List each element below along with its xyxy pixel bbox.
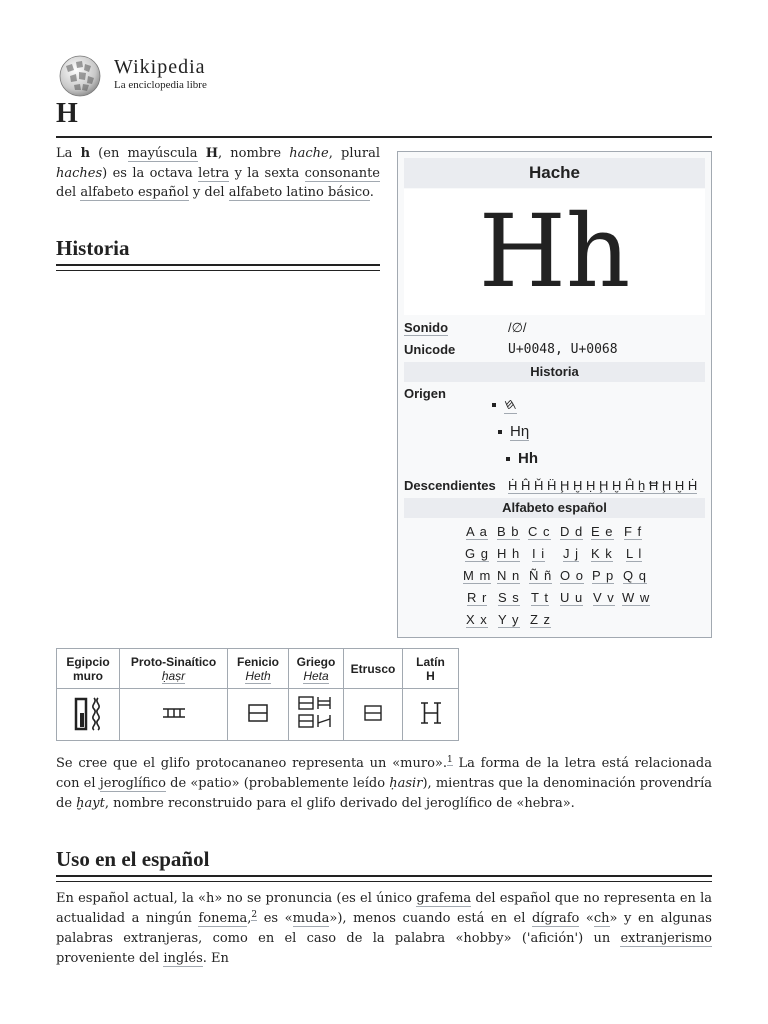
letter-link[interactable]: N n xyxy=(497,568,521,583)
wikipedia-globe-icon xyxy=(56,54,104,98)
paragraph-text: »), menos cuando está en el xyxy=(329,911,532,926)
letter-link[interactable]: R r xyxy=(467,590,488,605)
wordmark: Wikipedia xyxy=(114,56,206,78)
link-grafema[interactable]: grafema xyxy=(416,891,472,906)
intro-paragraph xyxy=(56,144,380,203)
letter-link[interactable]: W w xyxy=(622,590,651,605)
tagline: La enciclopedia libre xyxy=(114,79,207,91)
sonido-label[interactable] xyxy=(404,320,448,335)
etruscan-glyph-icon[interactable] xyxy=(362,703,384,723)
paragraph-text: « xyxy=(579,911,594,926)
sonido-label-text[interactable]: Sonido xyxy=(404,320,449,335)
letter-link[interactable]: Y y xyxy=(498,612,520,627)
alfabeto-header: Alfabeto español xyxy=(404,498,705,518)
link-ingles[interactable]: inglés xyxy=(163,951,203,966)
column-header-name: Egipcio xyxy=(66,654,110,669)
origen-item-text: Hh xyxy=(518,450,538,467)
table-row xyxy=(57,689,459,741)
paragraph-text: del español que no representa en la actualidad a ningún xyxy=(56,891,713,926)
glyph-cell xyxy=(289,689,344,741)
paragraph-text: proveniente del xyxy=(56,951,164,966)
intro-text: . xyxy=(369,185,374,200)
paragraph-italic: ḫayt xyxy=(76,796,105,811)
link-ch[interactable]: ch xyxy=(593,911,610,926)
glyph-cell xyxy=(344,689,403,741)
intro-text: y del xyxy=(188,185,229,200)
link-alfabeto-latino[interactable]: alfabeto latino básico xyxy=(228,185,370,200)
evolution-table xyxy=(56,648,459,741)
column-header xyxy=(228,649,289,689)
section-heading-historia: Historia xyxy=(56,236,130,260)
link-alfabeto-espanol[interactable]: alfabeto español xyxy=(80,185,189,200)
letter-link[interactable]: P p xyxy=(592,568,615,583)
latin-h-glyph-icon[interactable] xyxy=(418,700,444,726)
origen-label: Origen xyxy=(404,386,446,401)
descendientes-value[interactable] xyxy=(508,478,697,493)
column-header-name: Fenicio xyxy=(236,654,279,669)
paragraph-text: » y en algunas palabras extranjeras, como en el caso de la palabra «hobby» ('afición') un xyxy=(56,911,712,946)
letter-link[interactable]: Ñ ñ xyxy=(529,568,553,583)
link-mayuscula[interactable]: mayúscula xyxy=(127,146,198,161)
origen-item[interactable] xyxy=(498,423,529,440)
column-header xyxy=(120,649,228,689)
infobox-title: Hache xyxy=(404,158,705,188)
letter-link[interactable]: J j xyxy=(563,546,579,561)
table-header-row xyxy=(57,649,459,689)
paragraph-text: , nombre reconstruido para el glifo derivado del jeroglífico de «hebra». xyxy=(104,796,575,811)
column-header-sub[interactable]: ḥaṣr xyxy=(161,668,186,683)
column-header-sub[interactable]: Heta xyxy=(303,668,329,683)
paragraph-text: La forma de la letra está relacionada con el xyxy=(56,756,712,791)
link-digrafo[interactable]: dígrafo xyxy=(531,911,580,926)
paragraph-italic: ḥasir xyxy=(389,776,423,791)
column-header-sub[interactable]: Heth xyxy=(245,668,271,683)
descendientes-links[interactable]: Ḣ Ĥ Ȟ Ḧ Ḩ Ḫ Ḥ Ḩ Ḫ Ĥ ẖ Ħ Ḩ Ḫ Ḣ xyxy=(508,478,698,493)
section-divider xyxy=(56,875,712,877)
origen-item[interactable] xyxy=(492,396,517,413)
glyph-cell xyxy=(120,689,228,741)
unicode-label: Unicode xyxy=(404,342,456,357)
unicode-value: U+0048, U+0068 xyxy=(508,342,618,357)
column-header-name: Griego xyxy=(296,654,336,669)
letter-link[interactable]: H h xyxy=(497,546,521,561)
letter-link[interactable]: D d xyxy=(560,524,584,539)
origen-item-text[interactable]: 𐤇 xyxy=(504,396,517,413)
letter-link[interactable]: O o xyxy=(560,568,584,583)
paragraph-text: es « xyxy=(257,911,293,926)
column-header-sub: muro xyxy=(73,668,103,683)
intro-text: , nombre xyxy=(218,146,290,161)
intro-text: La xyxy=(56,146,81,161)
link-fonema[interactable]: fonema xyxy=(198,911,248,926)
phoenician-heth-glyph-icon[interactable] xyxy=(245,702,271,724)
greek-heta-glyph-icon[interactable] xyxy=(296,693,336,733)
letter-link[interactable]: E e xyxy=(591,524,614,539)
column-header xyxy=(403,649,459,689)
letter-link[interactable]: Z z xyxy=(530,612,552,627)
intro-italic: haches xyxy=(56,165,103,181)
column-header-name: Etrusco xyxy=(350,661,396,676)
glyph-cell xyxy=(57,689,120,741)
intro-text: (en xyxy=(90,146,128,161)
letter-link[interactable]: Q q xyxy=(623,568,647,583)
section-divider xyxy=(56,270,380,271)
letter-link[interactable]: T t xyxy=(531,590,549,605)
column-header-sub: H xyxy=(426,668,435,683)
reference-link[interactable]: 2 xyxy=(251,909,258,920)
proto-sinaitic-glyph-icon[interactable] xyxy=(159,703,189,723)
letter-link[interactable]: U u xyxy=(560,590,584,605)
glyph-cell xyxy=(228,689,289,741)
intro-italic: hache xyxy=(289,146,329,161)
sonido-value: /∅/ xyxy=(508,320,527,335)
letter-link[interactable]: A a xyxy=(466,524,488,539)
section-heading-uso: Uso en el español xyxy=(56,847,210,871)
column-header xyxy=(57,649,120,689)
paragraph-text: En español actual, la «h» no se pronuncia (es el único xyxy=(56,891,417,906)
egyptian-wall-glyph-icon[interactable] xyxy=(68,693,108,733)
link-consonante[interactable]: consonante xyxy=(304,165,380,181)
section-divider xyxy=(56,264,380,266)
paragraph-text: Se cree que el glifo protocananeo representa un «muro». xyxy=(56,756,447,771)
origen-item xyxy=(506,450,538,467)
paragraph-text: . En xyxy=(202,951,229,966)
intro-bold: h xyxy=(80,146,91,161)
letter-link[interactable]: C c xyxy=(528,524,551,539)
glyph-cell xyxy=(403,689,459,741)
paragraph-text: de «patio» (probablemente leído xyxy=(165,776,390,791)
infobox-glyph: Hh xyxy=(404,189,705,315)
intro-text: ) es la octava xyxy=(102,165,199,181)
letter-link[interactable]: I i xyxy=(532,546,546,561)
comma: , xyxy=(247,911,252,926)
glifo-paragraph xyxy=(56,754,712,814)
link-muda[interactable]: muda xyxy=(292,911,330,926)
intro-text xyxy=(198,146,206,161)
link-extranjerismo[interactable]: extranjerismo xyxy=(620,931,712,946)
letter-link[interactable]: F f xyxy=(624,524,643,539)
bullet-icon xyxy=(506,457,510,461)
column-header-name: Proto-Sinaítico xyxy=(130,654,217,669)
letter-link[interactable]: V v xyxy=(593,590,615,605)
letter-link[interactable]: K k xyxy=(591,546,613,561)
bullet-icon xyxy=(492,403,496,407)
intro-text: del xyxy=(56,185,81,200)
title-divider xyxy=(56,136,712,138)
letter-link[interactable]: G g xyxy=(465,546,489,561)
link-letra[interactable]: letra xyxy=(198,165,230,181)
intro-text: , plural xyxy=(328,146,380,161)
column-header xyxy=(289,649,344,689)
letter-link[interactable]: S s xyxy=(498,590,520,605)
letter-link[interactable]: B b xyxy=(497,524,520,539)
origen-item-text[interactable]: Hη xyxy=(510,423,530,440)
descendientes-label: Descendientes xyxy=(404,478,496,493)
intro-bold: H xyxy=(205,146,218,161)
column-header-name: Latín xyxy=(416,654,445,669)
bullet-icon xyxy=(498,430,502,434)
reference-link[interactable]: 1 xyxy=(446,754,453,765)
letter-link[interactable]: L l xyxy=(626,546,643,561)
letter-link[interactable]: X x xyxy=(466,612,488,627)
site-logo[interactable] xyxy=(56,54,236,98)
paragraph-text: ), mientras que la denominación provendría de xyxy=(56,776,713,811)
historia-header: Historia xyxy=(404,362,705,382)
infobox xyxy=(397,151,712,638)
intro-text: y la sexta xyxy=(229,165,305,181)
section-divider xyxy=(56,881,712,882)
letter-link[interactable]: M m xyxy=(463,568,492,583)
uso-paragraph xyxy=(56,889,712,969)
column-header xyxy=(344,649,403,689)
page-title: H xyxy=(56,98,78,129)
link-jeroglifico[interactable]: jeroglífico xyxy=(99,776,166,791)
